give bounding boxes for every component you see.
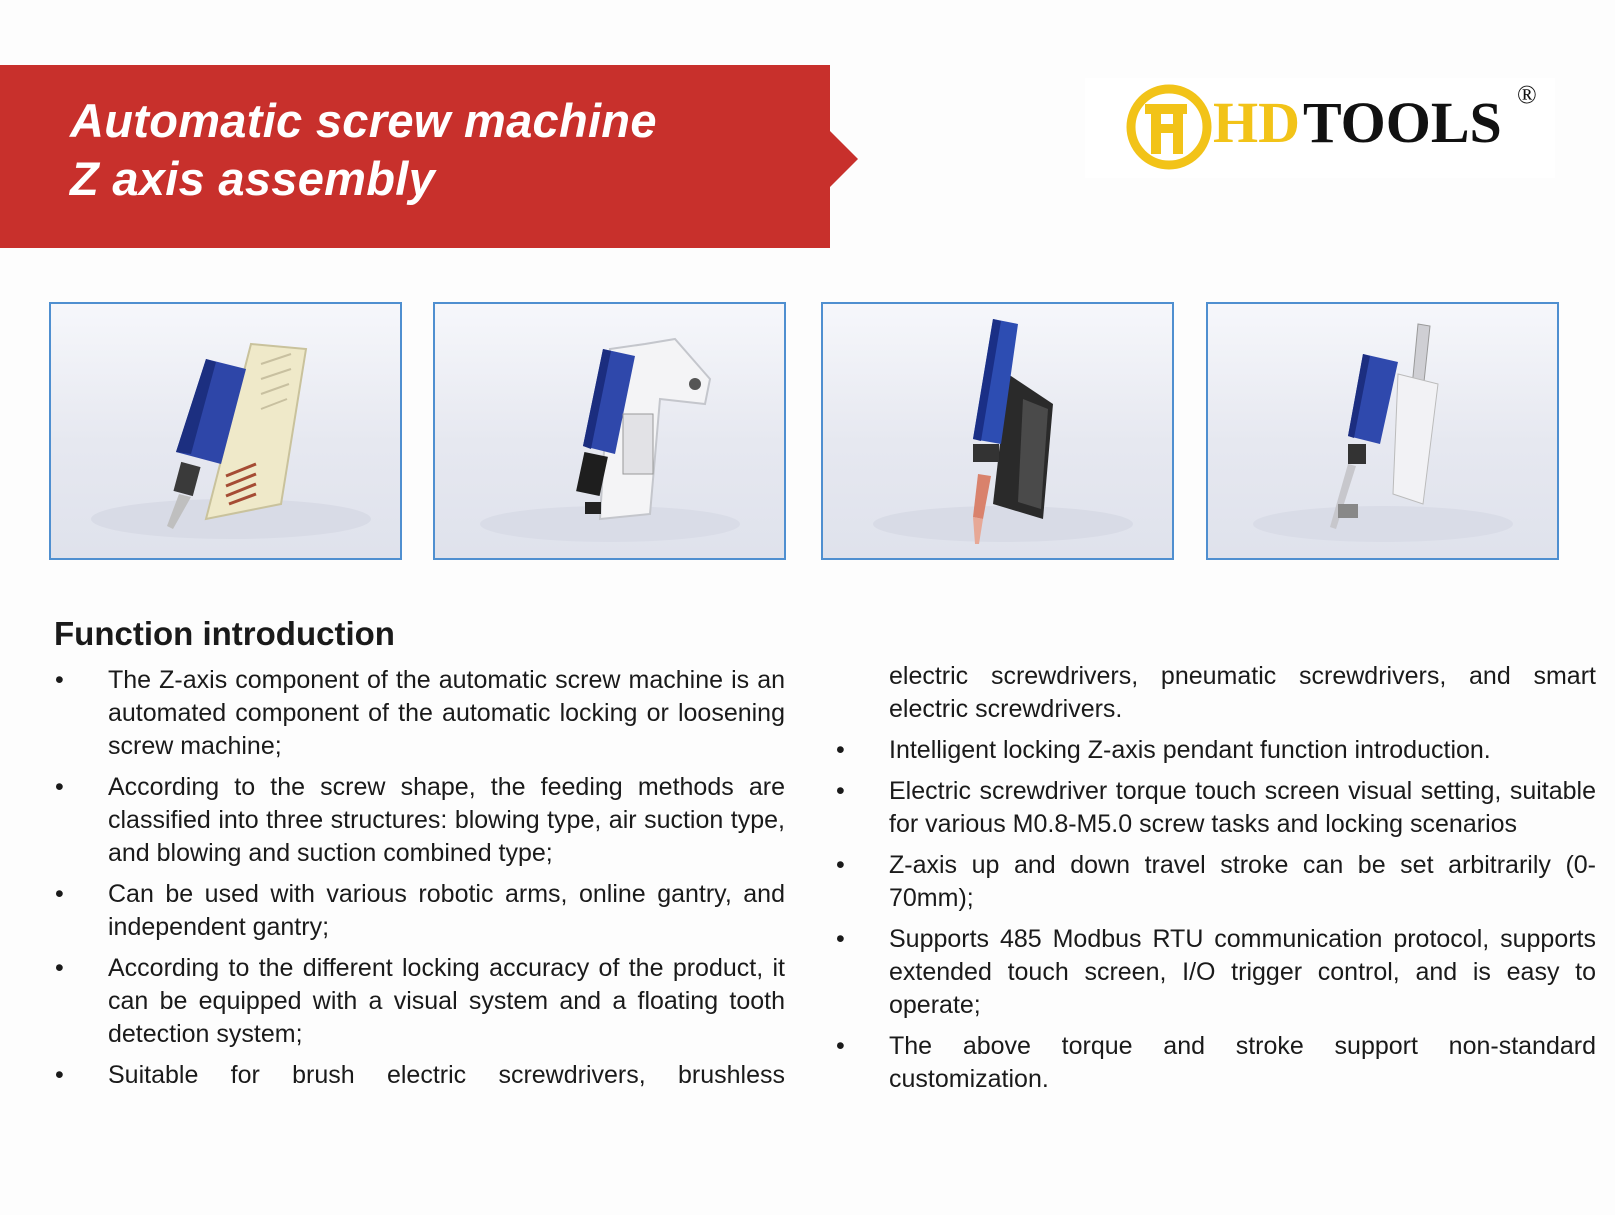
list-item: • Z-axis up and down travel stroke can be set arbitrarily (0-70mm); [836, 851, 1596, 912]
bullet-icon: • [836, 925, 845, 953]
bullet-icon: • [55, 773, 64, 801]
assembly-render-3 [823, 304, 1174, 560]
function-list-right [836, 660, 1596, 1104]
brand-text-tools: TOOLS [1303, 90, 1502, 155]
brand-logo [1085, 78, 1555, 178]
bullet-icon: • [55, 1061, 64, 1089]
bullet-icon: • [836, 736, 845, 764]
page-title-line-1: Automatic screw machine [70, 94, 657, 147]
bullet-icon: • [836, 851, 845, 879]
brand-text-hd: HD [1213, 90, 1300, 155]
bullet-icon: • [55, 954, 64, 982]
bullet-icon: • [836, 1032, 845, 1060]
z-axis-assembly-photo-1 [49, 302, 402, 560]
bullet-icon: • [55, 666, 64, 694]
assembly-render-2 [435, 304, 786, 560]
list-item: • According to the screw shape, the feeding methods are classified into three structures: blowing type, air suction type, and blowing and suction combined type; [55, 773, 785, 867]
function-list-left [55, 664, 785, 1100]
assembly-render-4 [1208, 304, 1559, 560]
list-item: • Intelligent locking Z-axis pendant function introduction. [836, 734, 1596, 767]
page-title-line-2: Z axis assembly [70, 152, 436, 205]
page-title [70, 92, 657, 208]
list-item: • According to the different locking accuracy of the product, it can be equipped with a visual system and a floating tooth detection system; [55, 954, 785, 1048]
z-axis-assembly-photo-4 [1206, 302, 1559, 560]
list-item: • Can be used with various robotic arms, online gantry, and independent gantry; [55, 880, 785, 941]
list-item: • Electric screwdriver torque touch screen visual setting, suitable for various M0.8-M5.0 screw tasks and locking scenarios [836, 777, 1596, 838]
list-item: • Supports 485 Modbus RTU communication protocol, supports extended touch screen, I/O trigger control, and is easy to operate; [836, 925, 1596, 1019]
bullet-icon: • [836, 777, 845, 805]
registered-mark: ® [1517, 80, 1537, 109]
list-item: • The above torque and stroke support non-standard customization. [836, 1032, 1596, 1093]
z-axis-assembly-photo-2 [433, 302, 786, 560]
product-gallery [0, 302, 1615, 566]
bullet-icon: • [55, 880, 64, 908]
list-item-continuation: electric screwdrivers, pneumatic screwdrivers, and smart electric screwdrivers. [889, 662, 1596, 723]
list-item: • Suitable for brush electric screwdrivers, brushless [55, 1059, 785, 1092]
section-title-function-introduction: Function introduction [54, 615, 395, 652]
assembly-render-1 [51, 304, 402, 560]
banner-arrow-tip [830, 131, 858, 187]
z-axis-assembly-photo-3 [821, 302, 1174, 560]
list-item: • The Z-axis component of the automatic screw machine is an automated component of the automatic locking or loosening screw machine; [55, 666, 785, 760]
fhd-logo-mark-icon [1123, 82, 1219, 172]
